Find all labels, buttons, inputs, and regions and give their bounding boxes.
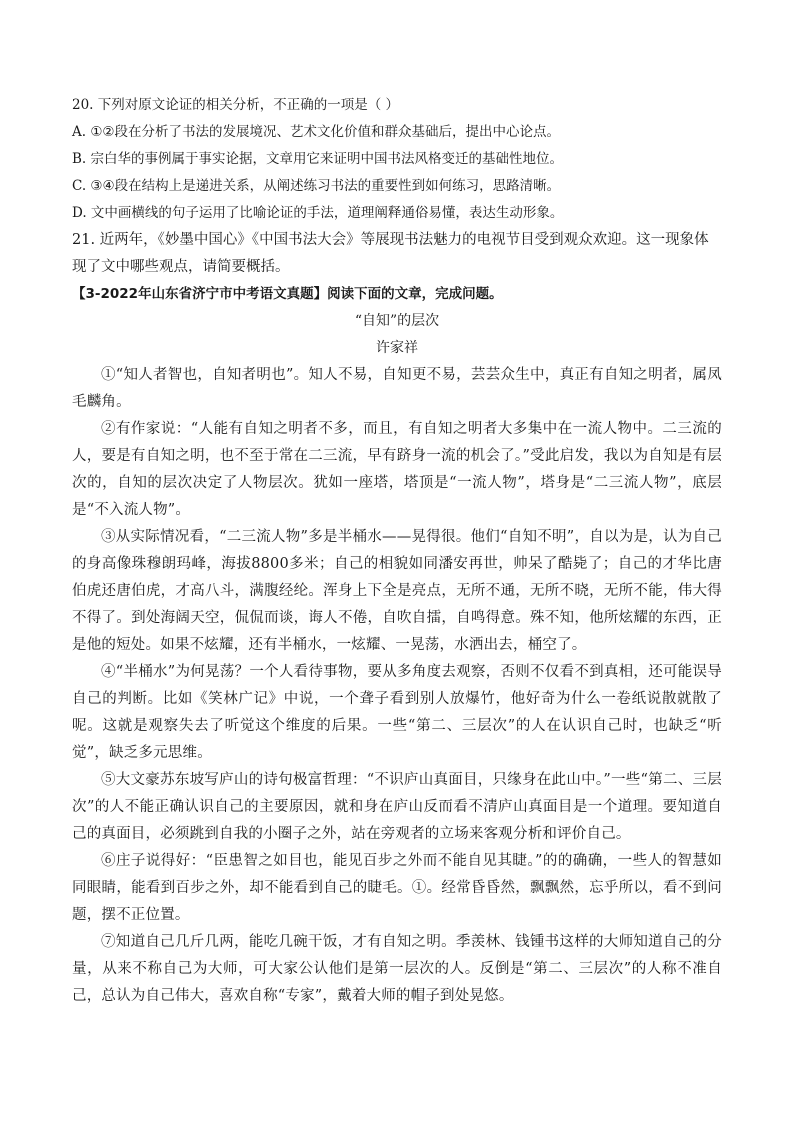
article-paragraph-3: ③从实际情况看，“二三流人物”多是半桶水——晃得很。他们“自知不明”，自以为是，认为自己的身高像珠穆朗玛峰，海拔8800多米；自己的相貌如同潘安再世，帅呆了酷毙了；自己的才华比唐伯虎还唐伯虎，才高八斗，满腹经纶。浑身上下全是亮点，无所不通，无所不晓，无所不能，伟大得不得了。到处海阔天空，侃侃而谈，诲人不倦，自吹自擂，自鸣得意。殊不知，他所炫耀的东西，正是他的短处。如果不炫耀，还有半桶水，一炫耀、一晃荡，水洒出去，桶空了。 — [72, 529, 722, 653]
option-c: C. ③④段在结构上是递进关系，从阐述练习书法的重要性到如何练习，思路清晰。 — [72, 178, 561, 194]
option-a: A. ①②段在分析了书法的发展境况、艺术文化价值和群众基础后，提出中心论点。 — [72, 124, 561, 140]
question-20: 20. 下列对原文论证的相关分析，不正确的一项是（ ） — [72, 97, 400, 113]
section-header: 【3-2022年山东省济宁市中考语文真题】阅读下面的文章，完成问题。 — [72, 286, 503, 302]
article-paragraph-7: ⑦知道自己几斤几两，能吃几碗干饭，才有自知之明。季羡林、钱锺书这样的大师知道自己的分量，从来不称自己为大师，可大家公认他们是第一层次的人。反倒是“第二、三层次”的人称不准自己，总认为自己伟大，喜欢自称“专家”，戴着大师的帽子到处晃悠。 — [72, 934, 722, 1004]
option-d: D. 文中画横线的句子运用了比喻论证的手法，道理阐释通俗易懂，表达生动形象。 — [72, 205, 564, 221]
article-author: 许家祥 — [376, 340, 418, 356]
article-title: “自知”的层次 — [354, 313, 440, 329]
article-paragraph-4: ④“半桶水”为何晃荡？一个人看待事物，要从多角度去观察，否则不仅看不到真相，还可能误导自己的判断。比如《笑林广记》中说，一个聋子看到别人放爆竹，他好奇为什么一卷纸说散就散了呢。这就是观察失去了听觉这个维度的后果。一些“第二、三层次”的人在认识自己时，也缺乏“听觉”，缺乏多元思维。 — [72, 664, 722, 761]
option-b: B. 宗白华的事例属于事实论据，文章用它来证明中国书法风格变迁的基础性地位。 — [72, 151, 564, 167]
article-paragraph-2: ②有作家说：“人能有自知之明者不多，而且，有自知之明者大多集中在一流人物中。二三流的人，要是有自知之明，也不至于常在二三流，早有跻身一流的机会了。”受此启发，我以为自知是有层次的，自知的层次决定了人物层次。犹如一座塔，塔顶是“一流人物”，塔身是“二三流人物”，底层是“不入流人物”。 — [72, 421, 722, 518]
question-21: 21. 近两年，《妙墨中国心》《中国书法大会》等展现书法魅力的电视节目受到观众欢迎。这一现象体现了文中哪些观点，请简要概括。 — [72, 232, 709, 275]
article-paragraph-1: ①“知人者智也，自知者明也”。知人不易，自知更不易，芸芸众生中，真正有自知之明者，属凤毛麟角。 — [72, 367, 722, 410]
document-page — [72, 92, 722, 1010]
article-paragraph-5: ⑤大文豪苏东坡写庐山的诗句极富哲理：“不识庐山真面目，只缘身在此山中。”一些“第二、三层次”的人不能正确认识自己的主要原因，就和身在庐山反而看不清庐山真面目是一个道理。要知道自己的真面目，必须跳到自我的小圈子之外，站在旁观者的立场来客观分析和评价自己。 — [72, 772, 722, 842]
article-paragraph-6: ⑥庄子说得好：“臣患智之如目也，能见百步之外而不能自见其睫。”的的确确，一些人的智慧如同眼睛，能看到百步之外，却不能看到自己的睫毛。①。经常昏昏然，飘飘然，忘乎所以，看不到问题，摆不正位置。 — [72, 853, 722, 923]
